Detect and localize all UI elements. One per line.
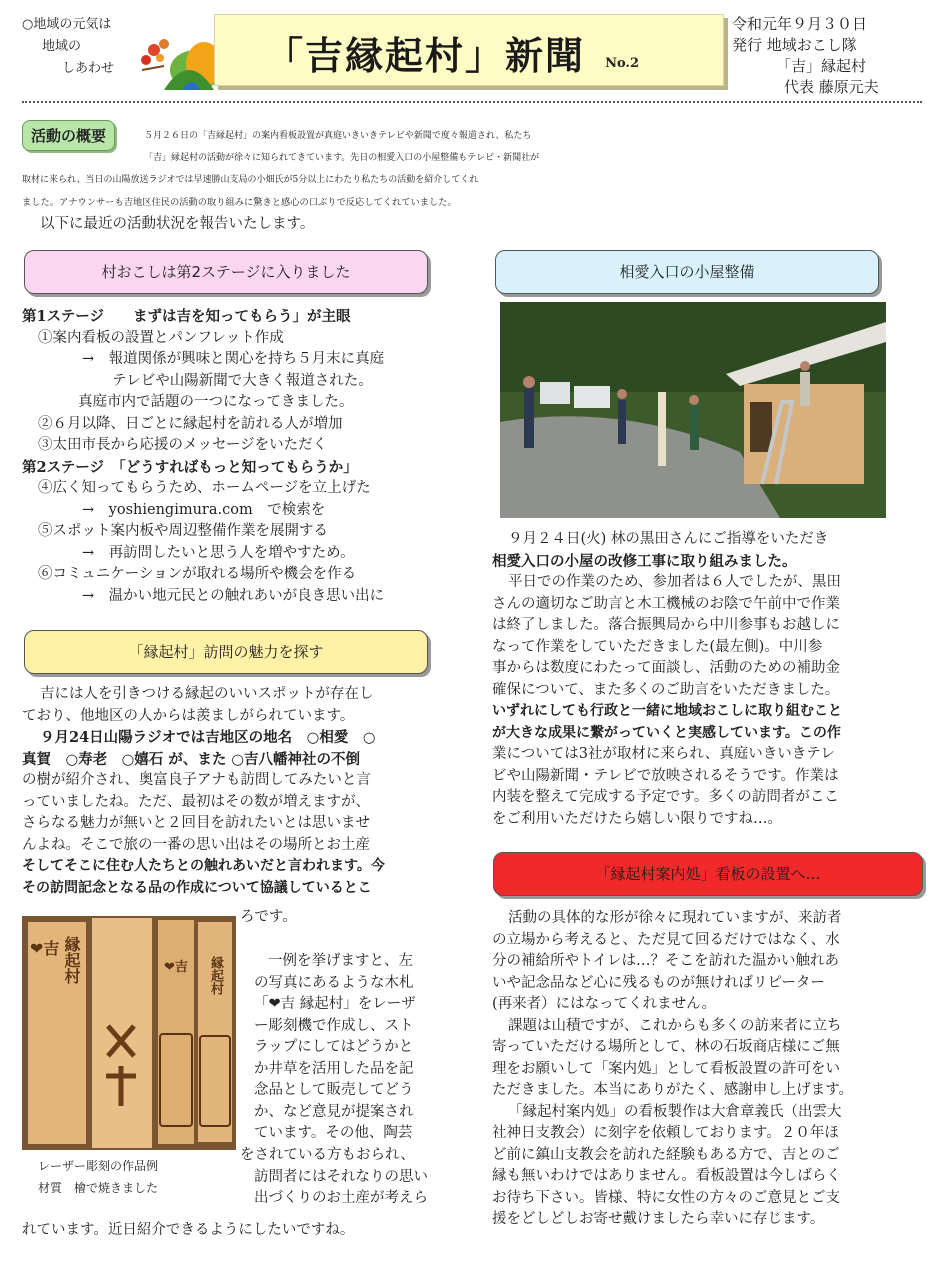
stage-line: テレビや山陽新聞で大きく報道された。 [112,372,373,389]
body-line: 内装を整えて完成する予定です。多くの訪問者がここ [492,789,839,805]
overview-tag: 活動の概要 [22,120,115,151]
body-line: れています。近日紹介できるようにしたいですね。 [22,1222,355,1238]
laser-engraved-plaques-photo [22,916,236,1150]
stage-line: 第1ステージ まずは吉を知ってもらう」が主眼 [22,308,351,325]
body-line: ています。その他、陶芸 [254,1125,413,1141]
body-line: (再来者）にはなってくれません。 [492,996,717,1012]
publisher: 発行 地域おこし隊 [732,36,857,54]
body-line: ー彫刻機で作成し、スト [254,1017,414,1034]
stage-line: → 温かい地元民との触れあいが良き思い出に [82,587,385,604]
motto-line: 地域の [42,39,82,54]
visit-appeal-text [22,684,385,899]
stage-line: ③太田市長から応援のメッセージをいただく [38,437,328,453]
motto-line: ○地域の元気は [22,17,112,32]
plaque-village-label: 縁起村 [208,956,223,995]
body-line: 「❤吉 縁起村」をレーザ [254,996,416,1012]
section-heading-visit-appeal: 「縁起村」訪問の魅力を探す [24,630,428,674]
section-heading-stage2: 村おこしは第2ステージに入りました [24,250,428,294]
body-line: っていましたね。ただ、最初はその数が増えますが、 [22,793,370,810]
body-line: 分の補給所やトイレは…？そこを訪れた温かい触れあ [492,953,839,969]
stage-line: → 報道関係が興味と関心を持ち５月末に真庭 [82,351,385,367]
body-line: の立場から考えると、ただ見て回るだけではなく、水 [492,931,840,948]
hut-repair-text [492,529,842,830]
body-line: んよね。そこで旅の一番の思い出はその場所とお土産 [22,836,370,853]
section-heading-hut-repair: 相愛入口の小屋整備 [495,250,879,294]
body-line: ど前に鎮山支教会を訪れた経験もある方で、吉とのご [492,1146,840,1163]
overview-line: ５月２６日の「吉縁起村」の案内看板設置が真庭いきいきテレビや新聞で度々報道され、私たち [144,131,532,141]
overview-line: 以下に最近の活動状況を報告いたします。 [40,216,315,232]
body-line: さんの適切なご助言と木工機械のお陰で午前中で作業 [492,595,840,612]
body-line: をご利用いただけたら嬉しい限りですね…。 [492,810,782,827]
stage-line: ⑤スポット案内板や周辺整備作業を展開する [38,523,328,539]
body-line: いずれにしても行政と一緒に地域おこしに取り組むこと [492,703,842,719]
body-line: 理をお願いして「案内処」として看板設置の許可をい [492,1060,840,1077]
stage-line: 真庭市内で話題の一つになってきました。 [78,394,354,410]
issue-info [732,14,932,98]
village-logo [134,30,224,92]
body-line: の樹が紹介され、奥富良子アナも訪問してみたいと言 [22,772,371,788]
motto-line: しあわせ [62,61,115,76]
photo-caption: レーザー彫刻の作品例 [38,1159,159,1173]
section-heading-signboard: 「縁起村案内処」看板の設置へ… [493,852,923,896]
publisher-org: 「吉」縁起村 [776,57,867,75]
body-line: ラップにしてはどうかと [254,1039,414,1055]
body-line: 課題は山積ですが、これからも多くの訪来者に立ち [508,1017,842,1034]
body-line: が大きな成果に繋がっていくと実感しています。この作 [492,724,841,741]
body-line: ろです。 [240,909,297,925]
body-line: 念品として販売してどう [254,1082,414,1098]
body-line: ており、他地区の人からは羨ましがられています。 [22,707,355,724]
body-line: 相愛入口の小屋の改修工事に取り組みました。 [492,552,797,570]
body-line: 社神日支教会）に刻字を依頼しております。２０年ほ [492,1125,839,1141]
body-line: 援をどしどしお寄せ戴けましたら幸いに存じます。 [492,1211,825,1227]
representative: 代表 藤原元夫 [784,78,879,96]
overview-line: 取材に来られ、当日の山陽放送ラジオでは早速勝山支局の小畑氏が5分以上にわたり私たちの活動を紹介してくれ [22,175,479,185]
body-line: 平日での作業のため、参加者は６人でしたが、黒田 [508,574,841,590]
hut-repair-photo [500,302,886,518]
newspaper-masthead [214,14,724,86]
body-line: か井草を活用した品を記 [254,1060,414,1077]
signboard-text [492,908,853,1231]
body-line: は終了しました。落合振興局から中川参事もお越しに [492,617,840,633]
body-line: 寄っていただける場所として、林の石坂商店様にご無 [492,1039,840,1055]
stage-list [22,306,384,607]
overview-line: 「吉」縁起村の活動が徐々に知られてきています。先日の相愛入口の小屋整備もテレビ・新聞社が [144,153,540,163]
overview-line: ました。アナウンサーも吉地区住民の活動の取り組みに驚きと感心の口ぶりで反応してくれていました。 [22,197,457,208]
issue-date: 令和元年９月３０日 [732,15,868,33]
body-line: ビや山陽新聞・テレビで放映されるそうです。作業は [492,767,839,784]
body-line: をされている方もおられ、 [240,1147,415,1163]
plaque-heart-label: ❤吉 [30,939,60,958]
plaque-heart-label: ❤吉 [164,960,188,975]
body-line: 吉には人を引きつける縁起のいいスポットが存在し [40,686,374,702]
body-line: いや記念品など心に残るものが無ければリピーター [492,974,825,991]
stage-line: ②６月以降、日ごとに縁起村を訪れる人が増加 [38,415,343,432]
stage-line: ①案内看板の設置とパンフレット作成 [38,329,284,346]
body-line: そしてそこに住む人たちとの触れあいだと言われます。今 [22,858,385,874]
body-line: 真賀 ○寿老 ○嬉石 が、また ○吉八幡神社の不倒 [22,750,361,768]
body-line: なって作業をしていただきました(最左側)。中川参 [492,638,823,655]
header-divider [22,101,922,103]
body-line: 活動の具体的な形が徐々に現れていますが、来訪者 [508,910,842,926]
body-line: ただきました。本当にありがたく、感謝申し上げます。 [492,1082,854,1098]
body-line: の写真にあるような木札 [254,974,414,991]
newspaper-title: 「吉縁起村」新聞 [265,33,586,78]
stage-line: → 再訪問したいと思う人を増やすため。 [82,544,355,561]
body-line: さらなる魅力が無いと２回目を訪れたいとは思いませ [22,815,370,831]
plaque-village-label: 縁起村 [62,936,81,984]
body-line: 業については3社が取材に来られ、真庭いきいきテレ [492,746,836,762]
body-line: 訪問者にはそれなりの思い [254,1168,428,1185]
stage-line: → yoshiengimura.com で検索を [82,501,326,518]
issue-number: No.2 [605,56,639,71]
body-line: か、など意見が提案され [254,1103,414,1120]
stage-line: 第2ステージ 「どうすればもっと知ってもらうか」 [22,458,358,476]
body-line: その訪問記念となる品の作成について協議しているとこ [22,879,372,896]
body-line: 縁も無いわけではありません。看板設置は今しばらく [492,1168,841,1184]
body-line: ９月24日山陽ラジオでは吉地区の地名 ○相愛 ○ [40,729,376,746]
photo-caption: 材質 檜で焼きました [38,1181,159,1195]
body-line: ９月２４日(火) 林の黒田さんにご指導をいただき [508,531,829,547]
body-line: お待ち下さい。皆様、特に女性の方々のご意見とご支 [492,1189,840,1206]
wrap-text [254,951,416,1145]
body-line: 一例を挙げますと、左 [268,953,413,969]
body-line: 確保について、また多くのご助言をいただきました。 [492,681,840,698]
stage-line: ④広く知ってもらうため、ホームページを立上げた [38,480,371,496]
wrap-text-tail [240,1145,428,1210]
motto [22,14,142,80]
body-line: 「縁起村案内処」の看板製作は大倉章義氏（出雲大 [508,1103,842,1120]
body-line: 事からは数度にわたって面談し、活動のための補助金 [492,660,840,676]
stage-line: ⑥コミュニケーションが取れる場所や機会を作る [38,566,357,582]
body-line: 出づくりのお土産が考えら [254,1190,428,1206]
